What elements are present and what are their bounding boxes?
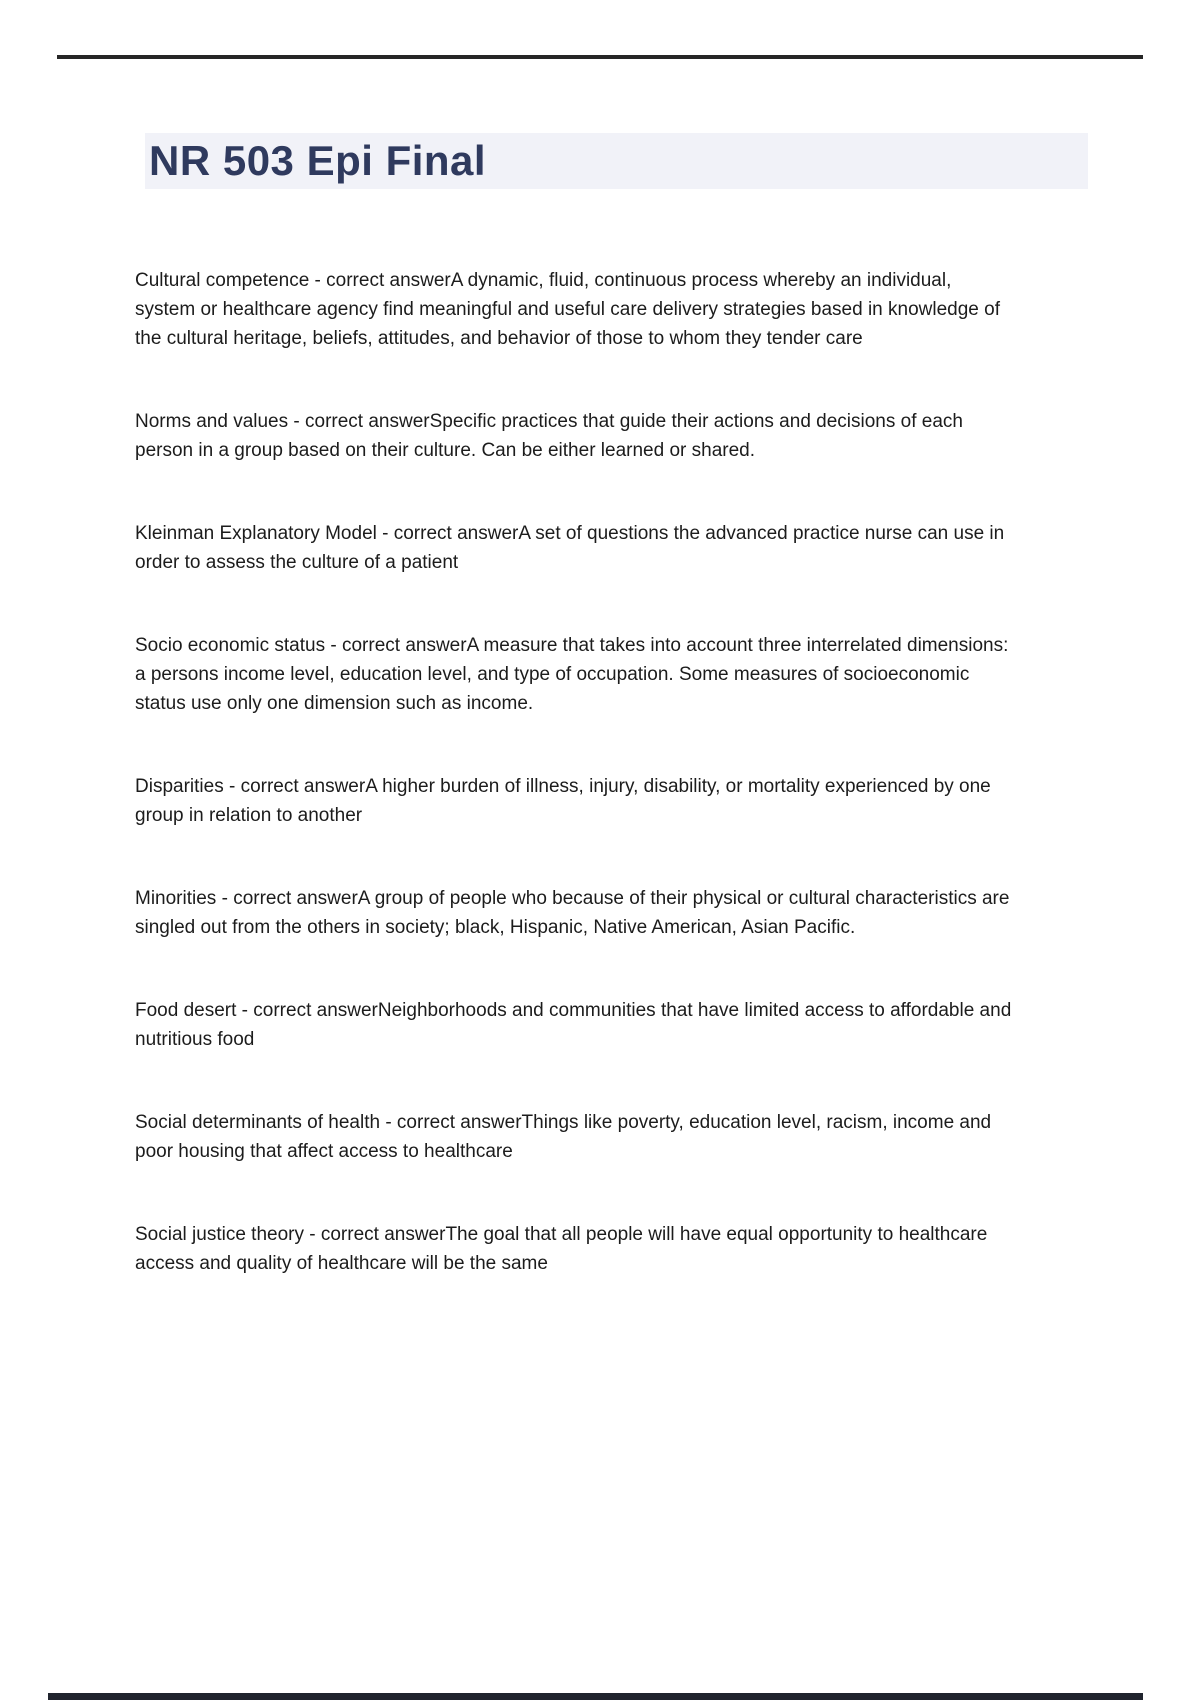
answer-separator: - correct answer xyxy=(236,1000,378,1021)
term-label: Social determinants of health xyxy=(135,1112,381,1133)
answer-separator: - correct answer xyxy=(325,635,467,656)
definition-text: Specific practices that guide their actions and decisions of each person in a group based on their culture. Can be either learned or shared. xyxy=(135,411,963,461)
definition-text: The goal that all people will have equal opportunity to healthcare access and quality of healthcare will be the same xyxy=(135,1224,988,1274)
term-label: Social justice theory xyxy=(135,1224,304,1245)
term-label: Cultural competence xyxy=(135,270,310,291)
definition-entry xyxy=(135,996,1015,1054)
definition-entry xyxy=(135,884,1015,942)
term-label: Food desert xyxy=(135,1000,237,1021)
definition-text: A dynamic, fluid, continuous process whereby an individual, system or healthcare agency find meaningful and useful care delivery strategies based in knowledge of the cultural heritage, beliefs, attitudes, and behavior of those to whom they tender care xyxy=(135,270,1001,349)
definition-entry xyxy=(135,631,1015,718)
definition-entry xyxy=(135,519,1015,577)
definitions-list xyxy=(135,266,1015,1332)
definition-entry xyxy=(135,1108,1015,1166)
definition-text: A measure that takes into account three interrelated dimensions: a persons income level, education level, and type of occupation. Some measures of socioeconomic status use only one dimension such as income. xyxy=(135,635,1009,714)
page-title: NR 503 Epi Final xyxy=(149,137,487,184)
term-label: Disparities xyxy=(135,776,224,797)
title-highlight-bar xyxy=(145,133,1088,189)
answer-separator: - correct answer xyxy=(303,1224,446,1245)
definition-entry xyxy=(135,266,1015,353)
term-label: Norms and values xyxy=(135,411,289,432)
definition-text: A higher burden of illness, injury, disability, or mortality experienced by one group in relation to another xyxy=(135,776,991,826)
answer-separator: - correct answer xyxy=(376,523,519,544)
answer-separator: - correct answer xyxy=(223,776,366,797)
answer-separator: - correct answer xyxy=(216,888,358,909)
footer-bar xyxy=(48,1693,1143,1700)
top-horizontal-rule xyxy=(57,55,1143,59)
definition-entry xyxy=(135,407,1015,465)
definition-entry xyxy=(135,1220,1015,1278)
term-label: Socio economic status xyxy=(135,635,326,656)
answer-separator: - correct answer xyxy=(380,1112,522,1133)
definition-text: A set of questions the advanced practice nurse can use in order to assess the culture of a patient xyxy=(135,523,1005,573)
definition-entry xyxy=(135,772,1015,830)
answer-separator: - correct answer xyxy=(309,270,451,291)
term-label: Kleinman Explanatory Model xyxy=(135,523,377,544)
term-label: Minorities xyxy=(135,888,217,909)
definition-text: Neighborhoods and communities that have limited access to affordable and nutritious food xyxy=(135,1000,1012,1050)
definition-text: A group of people who because of their physical or cultural characteristics are singled out from the others in society; black, Hispanic, Native American, Asian Pacific. xyxy=(135,888,1010,938)
answer-separator: - correct answer xyxy=(288,411,430,432)
definition-text: Things like poverty, education level, racism, income and poor housing that affect access to healthcare xyxy=(135,1112,992,1162)
